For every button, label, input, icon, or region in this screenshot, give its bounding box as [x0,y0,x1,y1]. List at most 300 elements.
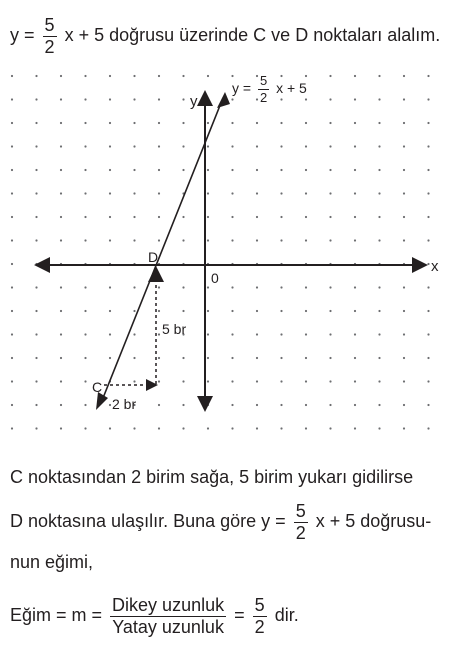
grid-dot [403,98,405,100]
grid-dot [354,427,356,429]
grid-dot [109,192,111,194]
grid-dot [207,380,209,382]
grid-dot [427,216,429,218]
grid-dot [207,75,209,77]
grid-dot [378,427,380,429]
grid-dot [403,427,405,429]
origin-label: 0 [211,270,219,286]
grid-dot [35,98,37,100]
grid-dot [354,75,356,77]
grid-dot [378,145,380,147]
grid-dot [207,310,209,312]
grid-dot [354,122,356,124]
grid-dot [329,357,331,359]
grid-dot [256,404,258,406]
grid-dot [378,122,380,124]
grid-dot [427,122,429,124]
grid-dot [305,145,307,147]
explanation-fraction-numerator: 5 [295,501,306,521]
grid-dot [403,216,405,218]
grid-dot [256,145,258,147]
grid-dot [109,239,111,241]
grid-dot [305,286,307,288]
grid-dot [354,145,356,147]
line-eq-fraction-numerator: 5 [259,73,268,88]
line-equation-label [232,74,307,104]
grid-dot [133,357,135,359]
grid-dot [354,98,356,100]
grid-dot [182,98,184,100]
grid-dot [403,310,405,312]
explanation-fraction [294,502,308,543]
grid-dot [256,192,258,194]
intro-rest: x + 5 doğrusu üzerinde C ve D noktaları alalım. [64,25,441,46]
grid-dot [60,357,62,359]
grid-dot [231,333,233,335]
grid-dot [231,239,233,241]
grid-dot [305,310,307,312]
grid-dot [133,75,135,77]
grid-dot [207,333,209,335]
grid-dot [60,98,62,100]
grid-dot [256,122,258,124]
grid-dot [207,427,209,429]
grid-dot [35,286,37,288]
grid-dot [280,145,282,147]
grid-dot [11,169,13,171]
grid-dot [378,357,380,359]
intro-y-eq: y = [10,25,35,46]
grid-dot [133,192,135,194]
grid-dot [158,98,160,100]
intro-fraction-numerator: 5 [44,15,55,35]
grid-dot [305,239,307,241]
grid-dot [305,122,307,124]
grid-dot [231,216,233,218]
grid-dot [305,427,307,429]
grid-dot [427,333,429,335]
grid-dot [231,380,233,382]
grid-dot [60,286,62,288]
slope-suffix: dir. [274,605,299,626]
grid-dot [182,286,184,288]
grid-dot [158,239,160,241]
grid-dot [329,145,331,147]
grid-dot [231,427,233,429]
grid-dot [329,427,331,429]
grid-dot [35,169,37,171]
grid-dot [182,75,184,77]
grid-dot [109,357,111,359]
grid-dot [427,75,429,77]
y-axis-label: y [190,93,198,110]
grid-dot [427,427,429,429]
grid-dot [427,404,429,406]
slope-equals: = [234,605,245,626]
grid-dot [427,380,429,382]
grid-dot [11,380,13,382]
grid-dot [158,357,160,359]
grid-dot [378,333,380,335]
grid-dot [84,169,86,171]
grid-dot [182,145,184,147]
grid-dot [60,145,62,147]
grid-dot [60,216,62,218]
y-axis-down-arrow [197,396,213,412]
grid-dot [35,145,37,147]
grid-dot [403,239,405,241]
grid-dot [207,192,209,194]
grid-dot [84,239,86,241]
grid-dot [109,333,111,335]
grid-dot [329,192,331,194]
grid-dot [84,216,86,218]
grid-dot [427,263,429,265]
grid-dot [280,216,282,218]
grid-dot [329,75,331,77]
horizontal-step-label: 2 br [112,396,137,412]
grid-dot [11,310,13,312]
grid-dot [256,380,258,382]
slope-definition-denominator: Yatay uzunluk [112,616,224,637]
grid-dot [354,333,356,335]
grid-dot [133,427,135,429]
grid-dot [11,286,13,288]
grid-dot [60,192,62,194]
grid-dot [109,98,111,100]
grid-dot [305,357,307,359]
grid-dot [403,169,405,171]
grid-dot [231,169,233,171]
grid-dot [378,192,380,194]
grid-dot [109,169,111,171]
slope-value-numerator: 5 [254,595,265,615]
grid-dot [133,169,135,171]
grid-dot [11,216,13,218]
grid-dot [158,427,160,429]
slope-value-fraction [253,596,267,637]
slope-value-denominator: 2 [254,616,265,637]
grid-dot [158,310,160,312]
grid-dot [158,122,160,124]
grid-dot [231,286,233,288]
grid-dot [109,122,111,124]
grid-dot [84,122,86,124]
grid-dot [280,169,282,171]
grid-dot [378,286,380,288]
grid-dot [35,239,37,241]
vertical-step-label: 5 br [162,321,187,337]
grid-dot [354,380,356,382]
grid-dot [305,192,307,194]
grid-dot [403,286,405,288]
grid-dot [427,310,429,312]
grid-dot [329,239,331,241]
grid-dot [11,145,13,147]
grid-dot [207,357,209,359]
line-upper-arrow [217,92,230,108]
grid-dot [133,286,135,288]
grid-dot [109,404,111,406]
grid-dot [305,169,307,171]
grid-dot [256,357,258,359]
x-axis-left-arrow [34,257,50,273]
grid-dot [60,169,62,171]
grid-dot [109,310,111,312]
grid-dot [158,333,160,335]
grid-dot [329,333,331,335]
grid-dot [11,357,13,359]
grid-dot [329,380,331,382]
grid-dot [378,75,380,77]
grid-dot [354,192,356,194]
grid-dot [231,357,233,359]
grid-dot [280,122,282,124]
grid-dot [158,380,160,382]
grid-dot [231,192,233,194]
grid-dot [427,239,429,241]
explanation-line-2-end: x + 5 doğrusu- [315,511,432,532]
grid-dot [256,169,258,171]
grid-dot [354,310,356,312]
grid-dot [378,310,380,312]
grid-dot [305,216,307,218]
grid-dot [427,169,429,171]
grid-dot [84,192,86,194]
grid-dot [84,427,86,429]
grid-dot [280,427,282,429]
grid-dot [280,380,282,382]
grid-dot [329,286,331,288]
grid-dot [109,216,111,218]
grid-dot [182,357,184,359]
grid-dot [207,239,209,241]
grid-dot [11,404,13,406]
grid-dot [354,286,356,288]
grid-dot [403,333,405,335]
grid-dot [378,239,380,241]
grid-dot [84,75,86,77]
grid-dot [109,286,111,288]
grid-dot [35,216,37,218]
grid-dot [329,404,331,406]
grid-dot [378,216,380,218]
grid-dot [35,333,37,335]
grid-dot [280,286,282,288]
grid-dot [305,380,307,382]
grid-dot [256,216,258,218]
grid-dot [133,380,135,382]
grid-dot [60,122,62,124]
grid-dot [133,333,135,335]
grid-dot [207,216,209,218]
grid-dot [378,404,380,406]
grid-dot [158,75,160,77]
grid-dot [207,122,209,124]
grid-dot [60,427,62,429]
grid-dot [207,145,209,147]
grid-dot [11,239,13,241]
grid-dot [280,192,282,194]
slope-definition-fraction [110,596,226,637]
grid-dot [231,145,233,147]
slope-formula [10,596,299,637]
grid-dot [403,145,405,147]
grid-dot [329,122,331,124]
grid-dot [133,216,135,218]
grid-dot [84,380,86,382]
grid-dot [329,310,331,312]
grid-dot [378,98,380,100]
dot-grid [11,75,430,430]
grid-dot [11,263,13,265]
grid-dot [207,286,209,288]
grid-dot [158,169,160,171]
grid-dot [256,310,258,312]
grid-dot [280,357,282,359]
grid-dot [231,404,233,406]
grid-dot [35,122,37,124]
grid-dot [182,216,184,218]
grid-dot [133,145,135,147]
grid-dot [11,427,13,429]
grid-dot [403,192,405,194]
grid-dot [109,145,111,147]
grid-dot [403,122,405,124]
grid-dot [305,333,307,335]
grid-dot [84,286,86,288]
grid-dot [231,122,233,124]
grid-dot [109,427,111,429]
grid-dot [35,192,37,194]
grid-dot [182,380,184,382]
line-eq-lhs: y = [232,79,252,96]
explanation-line-2-start: D noktasına ulaşılır. Buna göre y = [10,511,286,532]
grid-dot [256,333,258,335]
grid-dot [427,286,429,288]
grid-dot [35,310,37,312]
grid-dot [354,239,356,241]
grid-dot [403,380,405,382]
grid-dot [207,169,209,171]
grid-dot [109,75,111,77]
grid-dot [256,427,258,429]
grid-dot [182,310,184,312]
grid-dot [182,239,184,241]
grid-dot [280,404,282,406]
slope-definition-numerator: Dikey uzunluk [112,595,225,615]
grid-dot [84,98,86,100]
grid-dot [60,75,62,77]
grid-dot [84,357,86,359]
grid-dot [256,239,258,241]
point-d-marker [148,266,164,282]
grid-dot [158,404,160,406]
line-eq-rhs: x + 5 [276,79,307,96]
grid-dot [35,404,37,406]
grid-dot [158,286,160,288]
slope-label: Eğim = m = [10,605,103,626]
grid-dot [280,239,282,241]
grid-dot [133,98,135,100]
grid-dot [158,145,160,147]
grid-dot [427,357,429,359]
grid-dot [182,122,184,124]
grid-dot [60,239,62,241]
grid-dot [354,357,356,359]
grid-dot [182,427,184,429]
grid-dot [378,169,380,171]
grid-dot [84,310,86,312]
grid-dot [427,192,429,194]
grid-dot [60,333,62,335]
grid-dot [84,145,86,147]
grid-dot [158,192,160,194]
grid-dot [231,310,233,312]
grid-dot [11,192,13,194]
grid-dot [403,75,405,77]
grid-dot [427,98,429,100]
explanation-line-1: C noktasından 2 birim sağa, 5 birim yukarı gidilirse [10,467,414,487]
grid-dot [35,380,37,382]
y-axis-up-arrow [197,90,213,106]
grid-dot [133,310,135,312]
grid-dot [133,122,135,124]
grid-dot [35,427,37,429]
grid-dot [354,169,356,171]
line-eq-fraction-denominator: 2 [259,89,268,105]
grid-dot [329,169,331,171]
grid-dot [60,380,62,382]
grid-dot [60,404,62,406]
point-c-label: C [92,379,103,395]
explanation-fraction-denominator: 2 [295,522,306,543]
grid-dot [280,333,282,335]
grid-dot [329,98,331,100]
grid-dot [35,357,37,359]
grid-dot [403,404,405,406]
grid-dot [256,286,258,288]
x-axis-label: x [431,258,439,275]
grid-dot [11,122,13,124]
grid-dot [354,404,356,406]
explanation-line-3: nun eğimi, [10,552,94,572]
grid-dot [11,333,13,335]
grid-dot [280,310,282,312]
grid-dot [403,357,405,359]
grid-dot [305,404,307,406]
grid-dot [354,216,356,218]
grid-dot [329,216,331,218]
grid-dot [182,404,184,406]
grid-dot [378,380,380,382]
grid-dot [133,239,135,241]
grid-dot [60,310,62,312]
grid-dot [427,145,429,147]
explanation-line-2 [10,502,431,543]
grid-dot [158,216,160,218]
line-eq-fraction [258,74,269,104]
grid-dot [11,98,13,100]
grid-dot [182,169,184,171]
point-d-label: D [148,249,159,265]
horizontal-step-arrow [146,379,158,391]
intro-fraction-denominator: 2 [44,36,55,57]
grid-dot [35,75,37,77]
grid-dot [84,333,86,335]
grid-dot [11,75,13,77]
x-axis-right-arrow [412,257,428,273]
